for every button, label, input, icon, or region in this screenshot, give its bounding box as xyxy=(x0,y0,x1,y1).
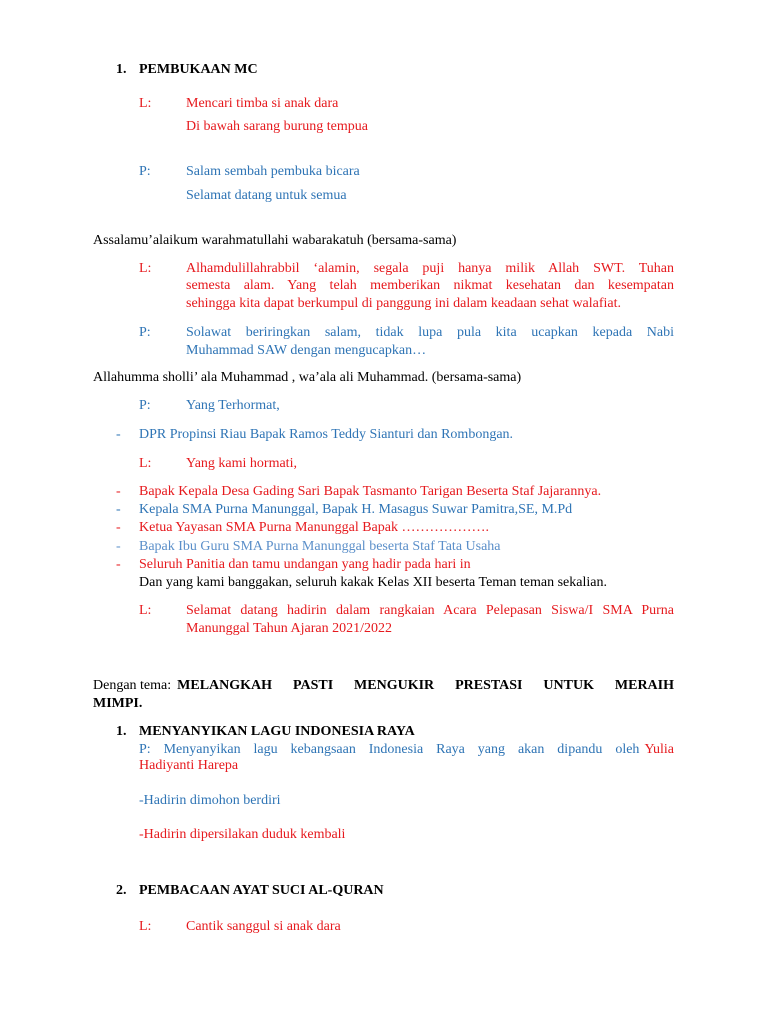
guest-item: Kepala SMA Purna Manunggal, Bapak H. Masagus Suwar Pamitra,SE, M.Pd xyxy=(139,502,573,517)
pantun-line: Mencari timba si anak dara xyxy=(186,96,339,111)
bullet: - xyxy=(116,502,121,517)
dialogue-line: Selamat datang hadirin dalam rangkaian Acara Pelepasan Siswa/I SMA Purna xyxy=(186,603,674,618)
conductor-name: Yulia xyxy=(644,742,674,757)
guest-item: Bapak Ibu Guru SMA Purna Manunggal beserta Staf Tata Usaha xyxy=(139,539,501,554)
greeting-line: Allahumma sholli’ ala Muhammad , wa’ala ali Muhammad. (bersama-sama) xyxy=(93,370,522,385)
conductor-name-continued: Hadiyanti Harepa xyxy=(139,758,239,773)
speaker-label: L: xyxy=(139,261,152,276)
theme-label: Dengan tema: xyxy=(93,678,172,693)
dialogue-line: Solawat beriringkan salam, tidak lupa pula kita ucapkan kepada Nabi xyxy=(186,325,674,340)
pantun-line: Selamat datang untuk semua xyxy=(186,188,347,203)
pantun-line: Di bawah sarang burung tempua xyxy=(186,119,368,134)
greeting-line: Assalamu’alaikum warahmatullahi wabarakatuh (bersama-sama) xyxy=(93,233,457,248)
dialogue-line: Yang Terhormat, xyxy=(186,398,280,413)
dialogue-line: Manunggal Tahun Ajaran 2021/2022 xyxy=(186,621,393,636)
section-title: PEMBUKAAN MC xyxy=(139,62,258,77)
guest-item: Bapak Kepala Desa Gading Sari Bapak Tasmanto Tarigan Beserta Staf Jajarannya. xyxy=(139,484,602,499)
bullet: - xyxy=(116,427,121,442)
bullet: - xyxy=(116,539,121,554)
instruction-line: -Hadirin dipersilakan duduk kembali xyxy=(139,827,346,842)
dialogue-line: Alhamdulillahrabbil ‘alamin, segala puji hanya milik Allah SWT. Tuhan xyxy=(186,261,674,276)
theme-title-continued: MIMPI. xyxy=(93,696,143,711)
dialogue-line: semesta alam. Yang telah memberikan nikmat kesehatan dan kesempatan xyxy=(186,278,674,293)
bullet: - xyxy=(116,484,121,499)
guest-item: Ketua Yayasan SMA Purna Manunggal Bapak ………………. xyxy=(139,520,489,535)
speaker-label: P: xyxy=(139,325,151,340)
speaker-label: L: xyxy=(139,456,152,471)
theme-line xyxy=(93,677,674,695)
guest-item: Dan yang kami banggakan, seluruh kakak Kelas XII beserta Teman teman sekalian. xyxy=(139,575,607,590)
section-number: 1. xyxy=(116,724,127,739)
section-number: 1. xyxy=(116,62,127,77)
section-title: MENYANYIKAN LAGU INDONESIA RAYA xyxy=(139,724,415,739)
dialogue-line: Muhammad SAW dengan mengucapkan… xyxy=(186,343,427,358)
instruction-line: -Hadirin dimohon berdiri xyxy=(139,793,281,808)
bullet: - xyxy=(116,520,121,535)
bullet: - xyxy=(116,557,121,572)
pantun-line: Cantik sanggul si anak dara xyxy=(186,919,341,934)
section-number: 2. xyxy=(116,883,127,898)
guest-item: DPR Propinsi Riau Bapak Ramos Teddy Sianturi dan Rombongan. xyxy=(139,427,514,442)
section-title: PEMBACAAN AYAT SUCI AL-QURAN xyxy=(139,883,384,898)
speaker-label: L: xyxy=(139,919,152,934)
speaker-label: L: xyxy=(139,96,152,111)
speaker-label: P: xyxy=(139,398,151,413)
pantun-line: Salam sembah pembuka bicara xyxy=(186,164,360,179)
speaker-label: P: xyxy=(139,164,151,179)
conductor-text: P: Menyanyikan lagu kebangsaan Indonesia Raya yang akan dipandu oleh xyxy=(139,742,640,757)
dialogue-line: Yang kami hormati, xyxy=(186,456,297,471)
guest-item: Seluruh Panitia dan tamu undangan yang hadir pada hari in xyxy=(139,557,471,572)
theme-title: MELANGKAH PASTI MENGUKIR PRESTASI UNTUK MERAIH xyxy=(177,678,674,693)
dialogue-line: sehingga kita dapat berkumpul di panggung ini dalam keadaan sehat walafiat. xyxy=(186,296,622,311)
speaker-label: L: xyxy=(139,603,152,618)
